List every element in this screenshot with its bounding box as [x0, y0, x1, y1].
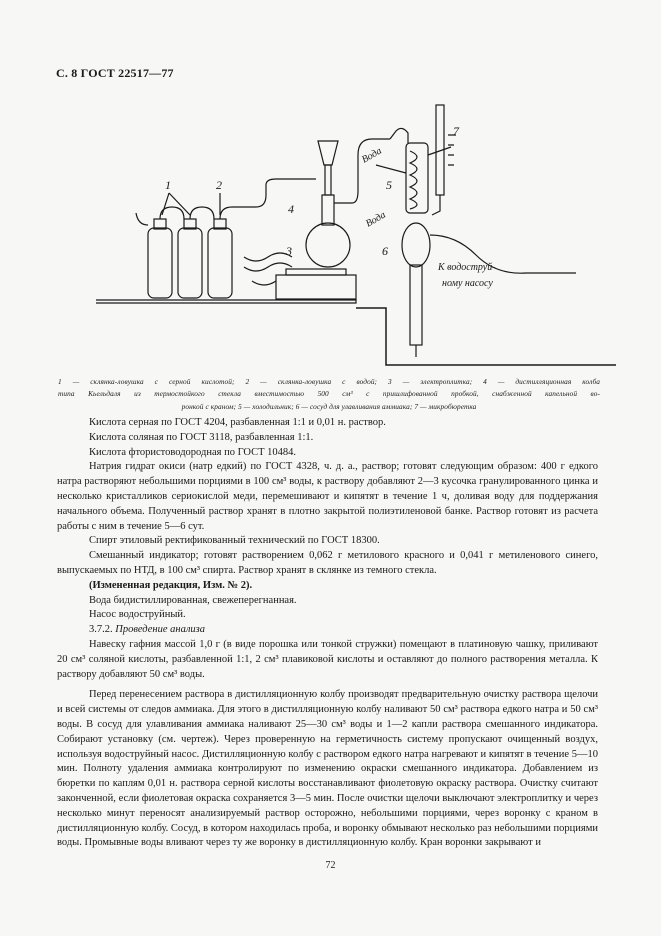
- section-number: 3.7.2.: [89, 624, 113, 636]
- label-pump-line1: К водоструй-: [438, 262, 496, 273]
- paragraph: Перед перенесением раствора в дистилляционную колбу производят предварительную очистку раствора щелочи и всей системы от следов аммиака. Для этого в дистилляционную колбу наливают 50 см³ раствора едкого натра и 50 см³ воды. В сосуд для улавливания аммиака наливают 25—30 см³ воды и 1—2 капли раствора смешанного индикатора. Собирают установку (см. чертеж). Через проверенную на герметичность систему пропускают очищенный воздух, используя водоструйный насос. Дистилляционную колбу с раствором едкого натра нагревают и кипятят в течение 5—10 мин. Полноту удаления аммиака контролируют по изменению окраски смешанного индикатора. Добавлением из бюретки по каплям 0,01 н. раствора серной кислоты восстанавливают фиолетовую окраску раствора. Очистку считают законченной, если фиолетовая окраска сохраняется 3—5 мин. После очистки щелочи выключают электроплитку и через несколько минут переносят анализируемый раствор осторожно, небольшими порциями, через воронку с краном в дистилляционную колбу. Сосуд, в котором находилась проба, и воронку обмывают несколько раз небольшими порциями воды. Промывные воды вливают через ту же воронку в дистилляционную колбу. Кран воронки закрывают и: [57, 689, 598, 849]
- label-4: 4: [288, 202, 294, 216]
- label-7: 7: [453, 124, 459, 138]
- microburette: [432, 105, 456, 215]
- caption-line-3: ронкой с краном; 5 — холодильник; 6 — сосуд для улавливания аммиака; 7 — микробюретка: [181, 401, 477, 411]
- paragraph: Насос водоструйный.: [89, 609, 186, 621]
- page-number: 72: [325, 860, 336, 871]
- label-pump-line2: ному насосу: [442, 278, 493, 289]
- label-voda-2: Вода: [364, 209, 388, 230]
- trap-bottle-1: [148, 219, 202, 298]
- paragraph: Спирт этиловый ректификованный технический по ГОСТ 18300.: [89, 535, 380, 547]
- label-1: 1: [165, 178, 171, 192]
- caption-line-1: 1 — склянка-ловушка с серной кислотой; 2 — склянка-ловушка с водой; 3 — электроплитка; 4 — дистилляционная колба: [58, 377, 600, 386]
- paragraph: Кислота серная по ГОСТ 4204, разбавленная 1:1 и 0,01 н. раствор.: [89, 417, 386, 428]
- section-heading: [89, 623, 598, 638]
- label-5: 5: [386, 178, 392, 192]
- paragraph: Кислота фтористоводородная по ГОСТ 10484.: [89, 446, 297, 458]
- apparatus-diagram: [56, 95, 616, 380]
- page-header: С. 8 ГОСТ 22517—77: [56, 66, 174, 80]
- label-2: 2: [216, 178, 222, 192]
- paragraph: Натрия гидрат окиси (натр едкий) по ГОСТ 4328, ч. д. а., раствор; готовят следующим образом: 400 г едкого натра растворяют небольшими порциями в 100 см³ воды, к раствору добавляют 2—3 кусочка гранулированного цинка и несколько кристалликов сериокислой меди, перемешивают и кипятят в течение 1 ч, доливая воду для поддержания начального объема. Полученный раствор хранят в плотно закрытой полиэтиленовой банке. Раствор готовят из расчета работы с ним в течение 5—6 сут.: [57, 461, 598, 532]
- ammonia-collector: [402, 223, 576, 357]
- document-body: [57, 416, 598, 851]
- paragraph: Кислота соляная по ГОСТ 3118, разбавленная 1:1.: [89, 431, 314, 443]
- caption-line-2: типа Кьельдаля из термостойкого стекла вместимостью 500 см³ с пришлифованной пробкой, снабженной капельной во-: [58, 389, 600, 399]
- label-voda-1: Вода: [360, 145, 384, 166]
- section-title: Проведение анализа: [115, 624, 206, 636]
- trap-bottle-2: [208, 219, 232, 298]
- paragraph: Смешанный индикатор; готовят растворением 0,062 г метилового красного и 0,041 г метиленового синего, выпускаемых по НТД, в 100 см³ спирта. Раствор хранят в склянке из темного стекла.: [57, 550, 598, 576]
- revision-note: (Измененная редакция, Изм. № 2).: [89, 579, 253, 591]
- hot-plate: [244, 253, 356, 299]
- figure-caption: [58, 376, 600, 413]
- paragraph: Навеску гафния массой 1,0 г (в виде порошка или тонкой стружки) помещают в платиновую чашку, приливают 20 см³ соляной кислоты, разбавленной 1:1, 2 см³ плавиковой кислоты и оставляют до полного растворения металла. К раствору добавляют 50 см³ воды.: [57, 638, 598, 680]
- paragraph: Вода бидистиллированная, свежеперегнанная.: [89, 594, 297, 606]
- label-6: 6: [382, 244, 388, 258]
- label-3: 3: [286, 244, 292, 258]
